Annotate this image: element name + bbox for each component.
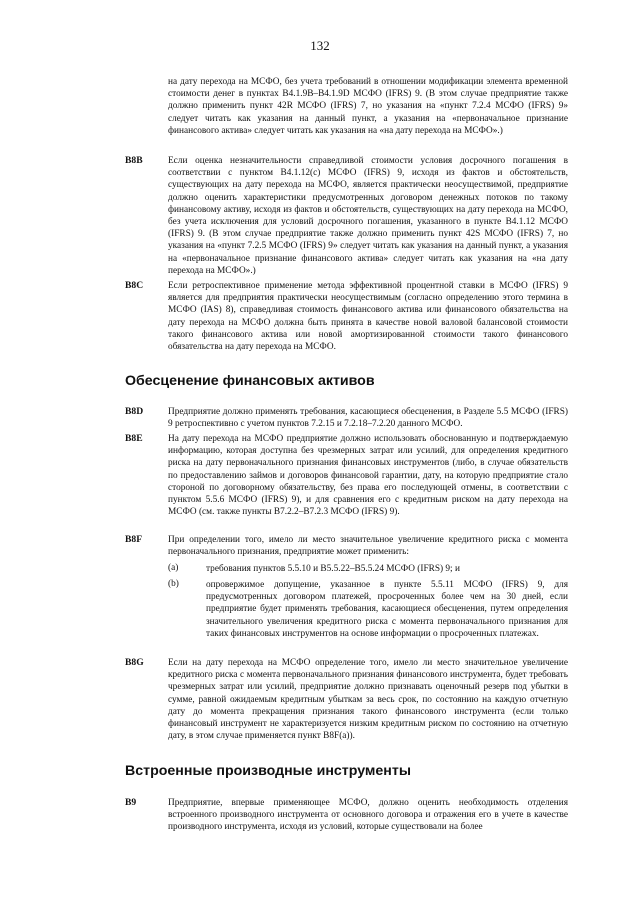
- section-heading-embedded-derivatives: Встроенные производные инструменты: [125, 763, 411, 779]
- list-item-text: требования пунктов 5.5.10 и B5.5.22–B5.5.24 МСФО (IFRS) 9; и: [206, 564, 460, 574]
- paragraph-b8d: Предприятие должно применять требования, касающиеся обесценения, в Разделе 5.5 МСФО (IFRS) 9 ретроспективно с учетом пунктов 7.2.15 и 7.2.18–7.2.20 данного МСФО.: [168, 407, 568, 430]
- paragraph-number-b9: B9: [125, 797, 137, 808]
- paragraph-b8f: При определении того, имело ли место значительное увеличение кредитного риска с момента первоначального признания, предприятие может применить:: [168, 535, 568, 558]
- intro-paragraph: на дату перехода на МСФО, без учета требований в отношении модификации элемента временной стоимости денег в пунктах B4.1.9B–B4.1.9D МСФО (IFRS) 9. (В этом случае предприятие также должно применить пункт 42R МСФО (IFRS) 7, но указания на «пункт 7.2.4 МСФО (IFRS) 9» следует читать как указания на данный пункт, а указания на «первоначальное признание финансового актива» следует читать как указания на «на дату перехода на МСФО».): [168, 77, 568, 136]
- paragraph-number-b8c: B8C: [125, 280, 144, 291]
- paragraph-b8e: На дату перехода на МСФО предприятие должно использовать обоснованную и подтверждаемую информацию, которая доступна без чрезмерных затрат или усилий, для определения кредитного риска на дату первоначального признания финансовых инструментов (либо, в случае обязательств по предоставлению займов и договоров финансовой гарантии, дату, на которую предприятие стало стороной по договорному обязательству, без права его последующей отмены, в соответствии с пунктом 5.5.6 МСФО (IFRS) 9), и для сравнения его с кредитным риском на дату перехода на МСФО (см. также пункты B7.2.2–B7.2.3 МСФО (IFRS) 9).: [168, 434, 568, 518]
- page-number: 132: [310, 38, 330, 53]
- list-item-label: (a): [168, 563, 179, 573]
- paragraph-b8g: Если на дату перехода на МСФО определение того, имело ли место значительное увеличение кредитного риска с момента первоначального признания финансового инструмента, будет требовать чрезмерных затрат или усилий, предприятие должно признавать оценочный резерв под убытки в сумме, равной ожидаемым кредитным убыткам за весь срок, по состоянию на каждую отчетную дату до момента прекращения признания такого финансового инструмента (если только финансовый инструмент не характеризуется низким кредитным риском по состоянию на отчетную дату, в этом случае применяется пункт B8F(a)).: [168, 658, 568, 742]
- paragraph-number-b8f: B8F: [125, 534, 143, 545]
- paragraph-b8b: Если оценка незначительности справедливой стоимости условия досрочного погашения в соответствии с пунктом B4.1.12(c) МСФО (IFRS) 9, исходя из фактов и обстоятельств, существующих на дату перехода на МСФО, является практически неосуществимой, предприятие должно оценить характеристики предусмотренных договором денежных потоков по такому финансовому активу, исходя из фактов и обстоятельств, существующих на дату перехода на МСФО, без учета исключения для условий досрочного погашения, указанного в пункте B4.1.12 МСФО (IFRS) 9. (В этом случае предприятие также должно применить пункт 42S МСФО (IFRS) 7, но указания на «пункт 7.2.5 МСФО (IFRS) 9» следует читать как указания на данный пункт, а указания на «первоначальное признание финансового актива» следует читать как указания на «на дату перехода на МСФО».): [168, 156, 568, 276]
- list-item-text: опровержимое допущение, указанное в пункте 5.5.11 МСФО (IFRS) 9, для предусмотренных договором платежей, просроченных более чем на 30 дней, если предприятие будет применять требования, касающиеся обесценения, путем определения значительного увеличения кредитного риска с момента первоначального признания для таких финансовых инструментов на основе информации о просроченных платежах.: [206, 580, 568, 639]
- paragraph-b9: Предприятие, впервые применяющее МСФО, должно оценить необходимость отделения встроенного производного инструмента от основного договора и отражения его в учете в качестве производного инструмента, исходя из условий, которые существовали на более: [168, 798, 568, 833]
- section-heading-impairment: Обесценение финансовых активов: [125, 373, 375, 389]
- paragraph-number-b8e: B8E: [125, 433, 143, 444]
- paragraph-number-b8d: B8D: [125, 406, 144, 417]
- paragraph-number-b8g: B8G: [125, 657, 144, 668]
- paragraph-b8c: Если ретроспективное применение метода эффективной процентной ставки в МСФО (IFRS) 9 является для предприятия практически неосуществимым (согласно определению этого термина в МСФО (IAS) 8), справедливая стоимость финансового актива или финансового обязательства на дату перехода на МСФО должна быть принята в качестве новой валовой балансовой стоимости такого финансового актива или новой амортизированной стоимости такого финансового обязательства на дату перехода на МСФО.: [168, 281, 568, 353]
- list-item-label: (b): [168, 579, 179, 589]
- paragraph-number-b8b: B8B: [125, 155, 143, 166]
